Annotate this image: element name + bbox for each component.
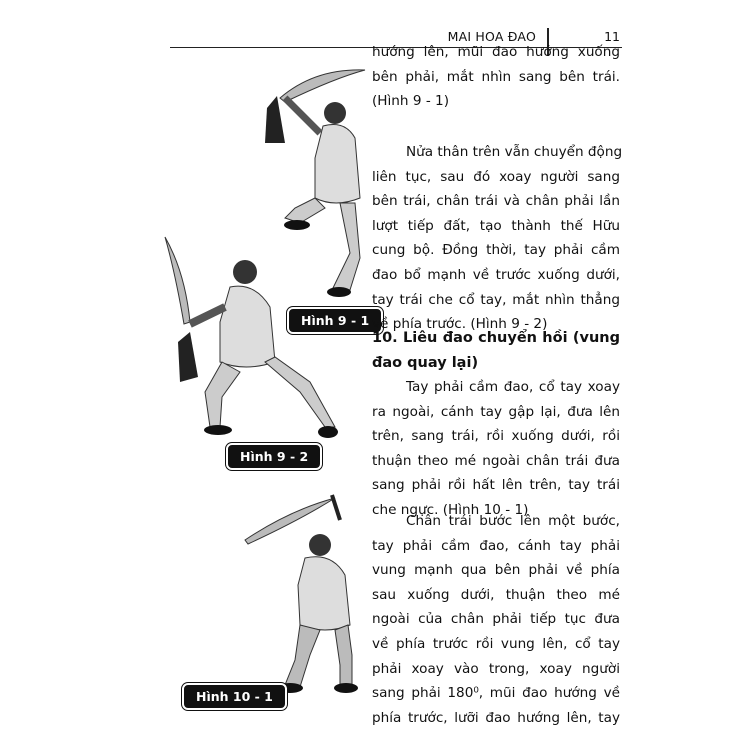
text-line: phía trước, lưỡi đao hướng lên, tay: [372, 709, 620, 726]
figure-9-2-illustration: [160, 232, 350, 442]
text-line: bên phải, mắt nhìn sang bên trái.: [372, 68, 620, 85]
text-line: cung bộ. Đồng thời, tay phải cầm: [372, 242, 620, 259]
text-line: sang phải 180⁰, mũi đao hướng về: [372, 685, 620, 702]
text-line: tay trái che cổ tay, mắt nhìn thẳng: [372, 291, 620, 308]
page-number: 11: [604, 29, 620, 44]
text-line: lượt tiếp đất, tạo thành thế Hữu: [372, 217, 620, 234]
text-line: thuận theo mé ngoài chân trái đưa: [372, 452, 620, 469]
text-line: liên tục, sau đó xoay người sang: [372, 168, 620, 185]
text-line: (Hình 9 - 1): [372, 93, 450, 110]
text-line: sau xuống dưới, thuận theo mé: [372, 586, 620, 603]
paragraph-2: [372, 140, 623, 337]
figure-caption: Hình 9 - 2: [226, 443, 322, 470]
figure-caption: Hình 9 - 1: [287, 307, 383, 334]
text-line: đao bổ mạnh về trước xuống dưới,: [372, 266, 620, 283]
text-line: Chân trái bước lên một bước,: [406, 513, 620, 529]
text-line: trên, sang trái, rồi xuống dưới, rồi: [372, 428, 620, 445]
text-line: ngoài của chân phải tiếp tục đưa: [372, 611, 620, 628]
paragraph-1: [372, 40, 620, 114]
figure-caption: Hình 10 - 1: [182, 683, 287, 710]
text-line: che ngực. (Hình 10 - 1): [372, 501, 529, 518]
text-line: về phía trước. (Hình 9 - 2): [372, 316, 548, 333]
section-heading: [372, 326, 620, 375]
text-line: về phía trước rồi vung lên, cổ tay: [372, 635, 620, 652]
text-line: Nửa thân trên vẫn chuyển động: [406, 144, 623, 160]
text-line: ra ngoài, cánh tay gập lại, đưa lên: [372, 403, 620, 420]
running-title: MAI HOA ĐAO: [447, 29, 536, 44]
text-line: sang phải rồi hất lên trên, tay trái: [372, 477, 620, 494]
heading-line: đao quay lại): [372, 354, 479, 371]
paragraph-3: [372, 375, 620, 523]
text-line: hướng lên, mũi đao hướng xuống: [372, 44, 620, 60]
figure-10-1-illustration: [240, 490, 380, 700]
heading-line: 10. Liêu đao chuyển hồi (vung: [372, 330, 620, 346]
text-line: bên trái, chân trái và chân phải lần: [372, 193, 620, 210]
text-line: Tay phải cầm đao, cổ tay xoay: [406, 379, 620, 395]
text-line: vung mạnh qua bên phải về phía: [372, 562, 620, 579]
paragraph-4: [372, 509, 620, 730]
text-line: phải xoay vào trong, xoay người: [372, 660, 620, 677]
text-line: tay phải cầm đao, cánh tay phải: [372, 537, 620, 554]
